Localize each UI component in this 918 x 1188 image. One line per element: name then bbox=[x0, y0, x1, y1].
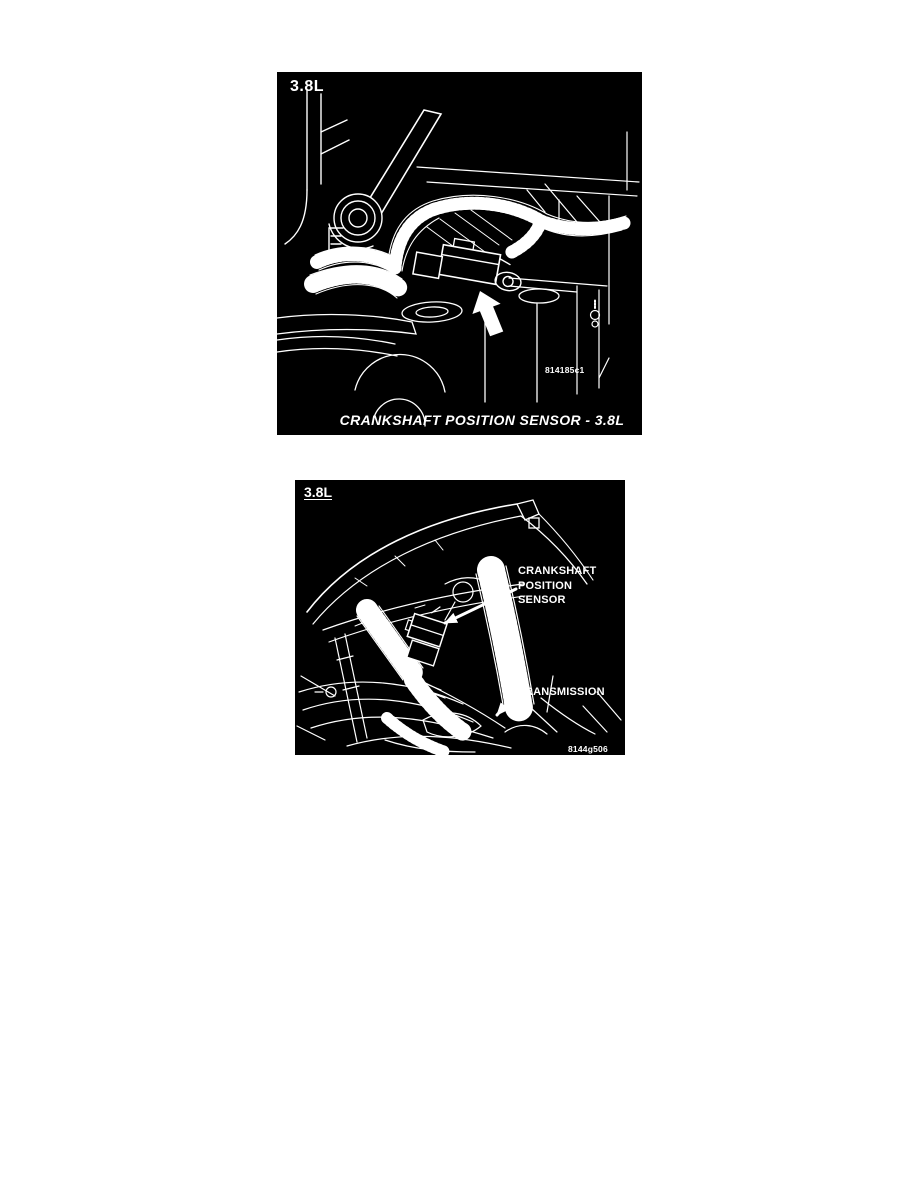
grommet bbox=[329, 194, 382, 254]
callout-line: SENSOR bbox=[518, 594, 566, 606]
engine-illustration bbox=[277, 72, 642, 435]
ribbed-hose-bands bbox=[310, 247, 402, 298]
callout-line: CRANKSHAFT bbox=[518, 565, 597, 577]
left-rails bbox=[315, 634, 367, 742]
tube bbox=[365, 110, 441, 214]
engine-size-label: 3.8L bbox=[304, 484, 333, 500]
illustration-code: 814185c1 bbox=[545, 365, 585, 375]
engine-size-label: 3.8L bbox=[290, 78, 325, 95]
sensor-location-arrow-icon bbox=[466, 286, 510, 339]
illustration-code: 8144g506 bbox=[568, 744, 608, 754]
callout-crankshaft-position-sensor bbox=[518, 564, 596, 608]
callout-line: POSITION bbox=[518, 579, 573, 592]
leader-line bbox=[599, 358, 609, 378]
figure-caption: CRANKSHAFT POSITION SENSOR - 3.8L bbox=[339, 412, 625, 428]
figure-crankshaft-sensor-location bbox=[277, 72, 642, 435]
engine-illustration bbox=[295, 480, 625, 755]
crankshaft-position-sensor bbox=[413, 232, 527, 292]
figure-crankshaft-sensor-transmission bbox=[295, 480, 625, 755]
subframe bbox=[277, 289, 559, 426]
callout-transmission: TRANSMISSION bbox=[518, 686, 605, 698]
